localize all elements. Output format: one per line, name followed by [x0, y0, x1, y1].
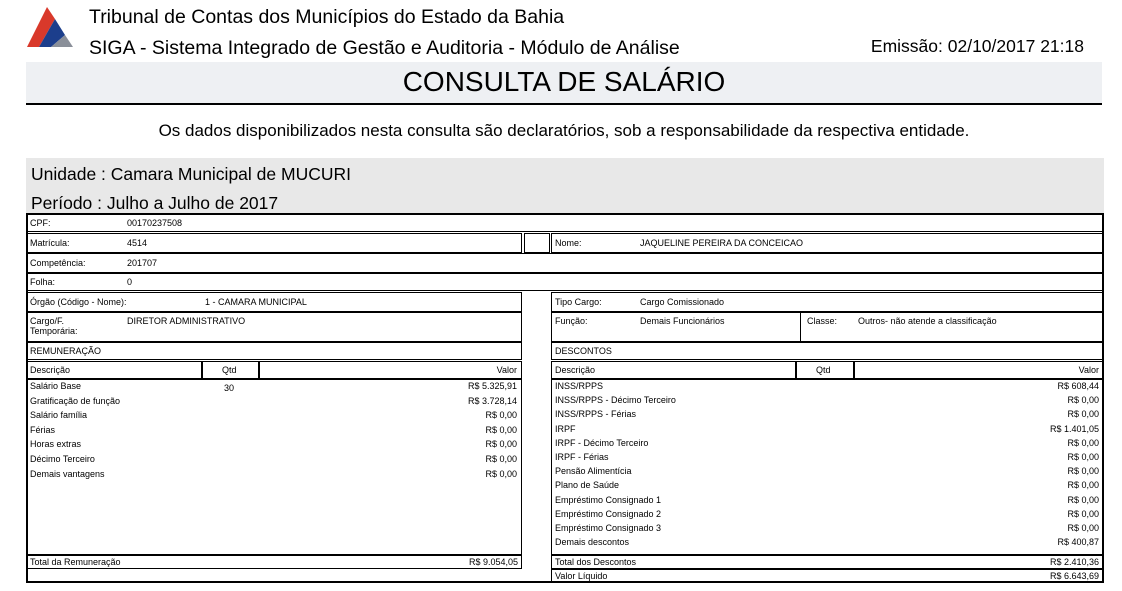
- descontos-header: DESCONTOS: [555, 346, 612, 356]
- rem-item-desc: Décimo Terceiro: [30, 454, 95, 464]
- desc-item-desc: Empréstimo Consignado 1: [555, 494, 662, 505]
- rem-item-desc: Horas extras: [30, 439, 82, 450]
- desc-item-valor: R$ 0,00: [1067, 409, 1099, 420]
- org-name: Tribunal de Contas dos Municípios do Estado da Bahia: [89, 6, 565, 28]
- competencia-value: 201707: [127, 258, 158, 268]
- desc-item-valor: R$ 0,00: [1067, 523, 1099, 533]
- rem-item-valor: R$ 0,00: [485, 410, 517, 421]
- tipo-cargo-label: Tipo Cargo:: [555, 297, 602, 307]
- unidade-label: Unidade : Camara Municipal de MUCURI: [31, 164, 351, 184]
- cargo-value: DIRETOR ADMINISTRATIVO: [127, 316, 246, 326]
- matricula-value: 4514: [127, 238, 148, 248]
- emission-date: Emissão: 02/10/2017 21:18: [870, 36, 1084, 56]
- desc-item-desc: Empréstimo Consignado 2: [555, 508, 662, 519]
- desc-item-valor: R$ 400,87: [1057, 537, 1099, 548]
- matricula-cell: [26, 233, 522, 253]
- desc-item-valor: R$ 1.401,05: [1049, 423, 1099, 434]
- rem-item-valor: R$ 3.728,14: [467, 395, 517, 406]
- orgao-value: 1 - CAMARA MUNICIPAL: [205, 297, 307, 307]
- funcao-value: Demais Funcionários: [640, 316, 725, 326]
- rem-col-qtd-label: Qtd: [222, 365, 237, 375]
- orgao-label: Órgão (Código - Nome):: [30, 297, 127, 307]
- rem-item-valor: R$ 0,00: [485, 468, 517, 479]
- desc-item-desc: Empréstimo Consignado 3: [555, 523, 662, 533]
- desc-item-valor: R$ 0,00: [1067, 437, 1099, 448]
- desc-col-desc-label: Descrição: [555, 365, 596, 375]
- rem-item-valor: R$ 5.325,91: [467, 381, 517, 391]
- cargo-cell: [26, 312, 522, 342]
- rem-item-desc: Gratificação de função: [30, 395, 121, 406]
- matricula-label: Matrícula:: [30, 238, 70, 248]
- descontos-list: [551, 381, 1104, 551]
- rem-item-desc: Férias: [30, 424, 56, 435]
- desc-total-label: Total dos Descontos: [555, 557, 637, 567]
- desc-item-valor: R$ 0,00: [1067, 395, 1099, 406]
- desc-item-desc: IRPF - Férias: [555, 452, 609, 462]
- desc-item-desc: INSS/RPPS - Férias: [555, 409, 637, 420]
- desc-item-valor: R$ 608,44: [1057, 381, 1099, 391]
- rem-item-valor: R$ 0,00: [485, 454, 517, 464]
- desc-item-valor: R$ 0,00: [1067, 466, 1099, 477]
- desc-item-desc: Plano de Saúde: [555, 480, 620, 491]
- rem-item-desc: Salário Base: [30, 381, 82, 391]
- desc-item-valor: R$ 0,00: [1067, 452, 1099, 462]
- competencia-row: [26, 253, 1104, 273]
- cpf-label: CPF:: [30, 218, 51, 228]
- desc-item-desc: Demais descontos: [555, 537, 630, 548]
- rem-item-valor: R$ 0,00: [485, 424, 517, 435]
- cargo-label-2: Temporária:: [30, 326, 78, 336]
- cpf-value: 00170237508: [127, 218, 183, 228]
- tipo-cargo-cell: [551, 292, 1104, 312]
- competencia-label: Competência:: [30, 258, 86, 268]
- remuneracao-list: [26, 381, 522, 551]
- desc-item-desc: INSS/RPPS: [555, 381, 604, 391]
- tipo-cargo-value: Cargo Comissionado: [640, 297, 725, 307]
- liquido-label: Valor Líquido: [555, 571, 608, 581]
- nome-cell: [551, 233, 1104, 253]
- nome-value: JAQUELINE PEREIRA DA CONCEICAO: [640, 238, 804, 248]
- funcao-divider: [800, 312, 801, 342]
- funcao-label: Função:: [555, 316, 588, 326]
- classe-label: Classe:: [807, 316, 838, 326]
- desc-item-valor: R$ 0,00: [1067, 508, 1099, 519]
- folha-value: 0: [127, 277, 133, 287]
- desc-item-valor: R$ 0,00: [1067, 480, 1099, 491]
- desc-item-desc: IRPF - Décimo Terceiro: [555, 437, 649, 448]
- tcm-logo: [25, 3, 75, 51]
- remuneracao-header: REMUNERAÇÃO: [30, 346, 102, 356]
- rem-total-label: Total da Remuneração: [30, 557, 121, 567]
- desc-item-valor: R$ 0,00: [1067, 494, 1099, 505]
- rem-col-valor-label: Valor: [496, 365, 517, 375]
- rem-item-valor: R$ 0,00: [485, 439, 517, 450]
- rem-item-desc: Salário família: [30, 410, 88, 421]
- periodo-label: Período : Julho a Julho de 2017: [31, 193, 279, 213]
- rem-total-value: R$ 9.054,05: [468, 557, 518, 567]
- desc-item-desc: INSS/RPPS - Décimo Terceiro: [555, 395, 676, 406]
- desc-total-value: R$ 2.410,36: [1049, 557, 1099, 567]
- disclaimer-notice: Os dados disponibilizados nesta consulta são declaratórios, sob a responsabilidade da respectiva entidade.: [158, 121, 970, 140]
- desc-col-qtd-label: Qtd: [816, 365, 831, 375]
- rem-item-desc: Demais vantagens: [30, 468, 105, 479]
- cpf-row: [26, 214, 1104, 232]
- system-name: SIGA - Sistema Integrado de Gestão e Auditoria - Módulo de Análise: [89, 37, 680, 59]
- cargo-label-1: Cargo/F.: [30, 316, 65, 326]
- desc-item-desc: IRPF: [555, 423, 576, 434]
- folha-row: [26, 273, 1104, 291]
- rem-item-qtd: 30: [224, 383, 235, 393]
- spacer-cell: [524, 233, 550, 253]
- liquido-value: R$ 6.643,69: [1049, 571, 1099, 581]
- desc-col-valor-label: Valor: [1078, 365, 1099, 375]
- classe-value: Outros- não atende a classificação: [858, 316, 997, 326]
- desc-item-desc: Pensão Alimentícia: [555, 466, 632, 477]
- descontos-header-cell: [551, 342, 1104, 360]
- rem-col-desc-label: Descrição: [30, 365, 71, 375]
- folha-label: Folha:: [30, 277, 56, 287]
- page-title: CONSULTA DE SALÁRIO: [402, 66, 726, 97]
- nome-label: Nome:: [555, 238, 582, 248]
